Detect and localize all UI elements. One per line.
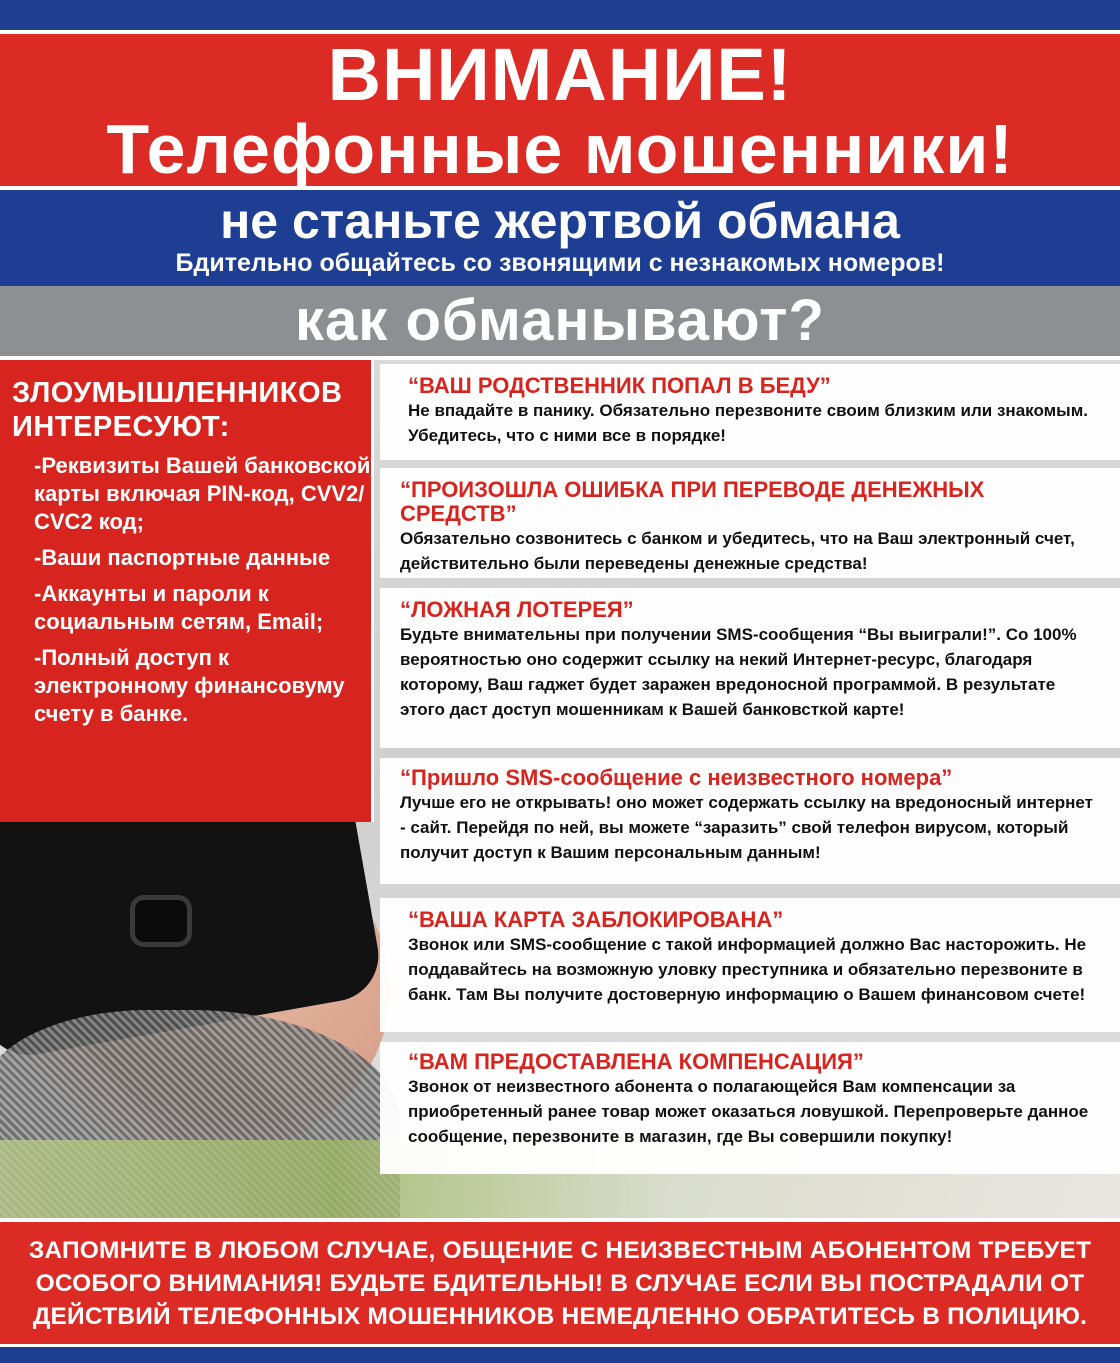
- scheme-card-relative: [380, 364, 1120, 460]
- targets-item: -Аккаунты и пароли к социальным сетям, Email;: [34, 581, 324, 634]
- scheme-card-title: “ВАМ ПРЕДОСТАВЛЕНА КОМПЕНСАЦИЯ”: [408, 1049, 864, 1074]
- scheme-card-text: Будьте внимательны при получении SMS-сообщения “Вы выиграли!”. Со 100% вероятностью оно содержит ссылку на некий Интернет-ресурс, благодаря которому, Ваш гаджет будет заражен вредоносной программой. В результате этого даст доступ мошенникам к Вашей банковсткой карте!: [400, 625, 1077, 719]
- header-title-line2: Телефонные мошенники!: [106, 110, 1014, 188]
- scheme-card-text: Лучше его не открывать! оно может содержать ссылку на вредоносный интернет - сайт. Перейдя по ней, вы можете “заразить” свой телефон вирусом, который получит доступ к Вашим персональным данным!: [400, 793, 1093, 862]
- subheader-banner: [0, 190, 1120, 286]
- section-title: как обманывают?: [295, 288, 825, 353]
- header-banner: [0, 30, 1120, 190]
- targets-title-line1: ЗЛОУМЫШЛЕННИКОВ: [12, 377, 343, 409]
- scheme-card-title: “ПРОИЗОШЛА ОШИБКА ПРИ ПЕРЕВОДЕ ДЕНЕЖНЫХ СРЕДСТВ”: [400, 477, 985, 526]
- targets-item: -Ваши паспортные данные: [34, 545, 331, 570]
- scheme-card-text: Звонок или SMS-сообщение с такой информацией должно Вас насторожить. Не поддавайтесь на возможную уловку преступника и обязательно перезвоните в банк. Там Вы получите достоверную информацию о Вашем финансовом счете!: [408, 935, 1087, 1004]
- scheme-card-compensation: [380, 1042, 1120, 1174]
- scheme-card-title: “ЛОЖНАЯ ЛОТЕРЕЯ”: [400, 597, 634, 622]
- scheme-card-text: Обязательно созвонитесь с банком и убедитесь, что на Ваш электронный счет, действительно были переведены денежные средства!: [400, 529, 1075, 573]
- targets-panel: [0, 360, 374, 822]
- targets-item: -Реквизиты Вашей банковской карты включая PIN-код, CVV2/ CVC2 код;: [34, 453, 371, 534]
- targets-title-line2: ИНТЕРЕСУЮТ:: [12, 411, 230, 443]
- scheme-card-transfer-error: [380, 468, 1120, 578]
- targets-item: -Полный доступ к электронному финансовуму счету в банке.: [34, 645, 345, 726]
- scheme-card-text: Звонок от неизвестного абонента о полагающейся Вам компенсации за приобретенный ранее товар может оказаться ловушкой. Перепроверьте данное сообщение, перезвоните в магазин, где Вы совершили покупку!: [408, 1077, 1089, 1146]
- section-banner: [0, 286, 1120, 360]
- footer-text: ЗАПОМНИТЕ В ЛЮБОМ СЛУЧАЕ, ОБЩЕНИЕ С НЕИЗВЕСТНЫМ АБОНЕНТОМ ТРЕБУЕТ ОСОБОГО ВНИМАНИЯ! БУДЬТЕ БДИТЕЛЬНЫ! В СЛУЧАЕ ЕСЛИ ВЫ ПОСТРАДАЛИ ОТ ДЕЙСТВИЙ ТЕЛЕФОННЫХ МОШЕННИКОВ НЕМЕДЛЕННО ОБРАТИТЕСЬ В ПОЛИЦИЮ.: [28, 1237, 1092, 1330]
- scheme-card-lottery: [380, 588, 1120, 748]
- phone-home-button-icon: [130, 895, 192, 947]
- subheader-line1: не станьте жертвой обмана: [220, 193, 900, 249]
- scheme-card-blocked: [380, 898, 1120, 1032]
- scheme-card-title: “ВАШ РОДСТВЕННИК ПОПАЛ В БЕДУ”: [408, 373, 831, 398]
- bottom-blue-stripe: [0, 1344, 1120, 1363]
- footer-banner: [0, 1218, 1120, 1344]
- header-title-line1: ВНИМАНИЕ!: [327, 33, 793, 116]
- scheme-card-title: “ВАША КАРТА ЗАБЛОКИРОВАНА”: [408, 907, 784, 932]
- scheme-card-text: Не впадайте в панику. Обязательно перезвоните своим близким или знакомым. Убедитесь, что с ними все в порядке!: [408, 401, 1088, 445]
- scheme-card-sms: [380, 758, 1120, 884]
- scheme-card-title: “Пришло SMS-сообщение с неизвестного номера”: [400, 765, 953, 790]
- subheader-line2: Бдительно общайтесь со звонящими с незнакомых номеров!: [175, 249, 945, 277]
- top-blue-stripe: [0, 0, 1120, 30]
